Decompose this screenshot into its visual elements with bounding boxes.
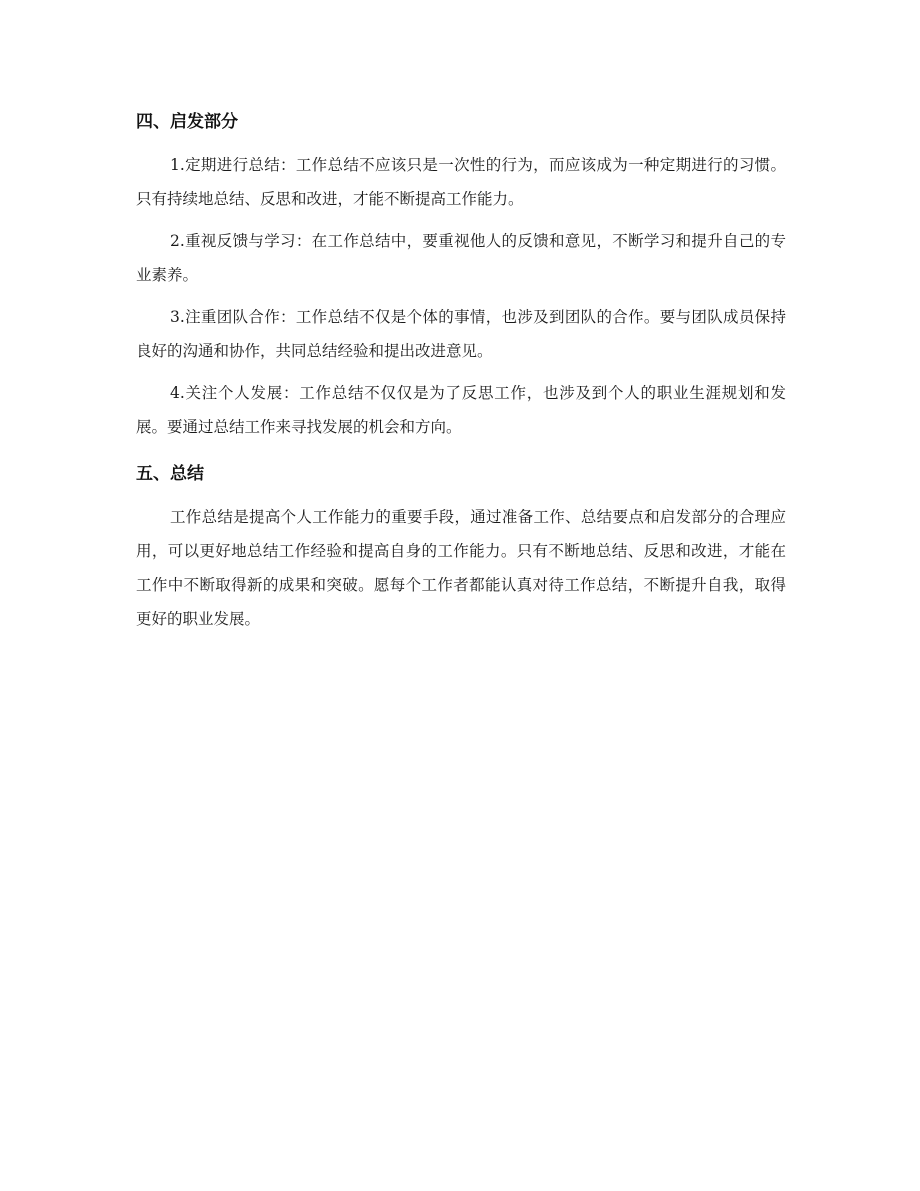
summary-paragraph: 工作总结是提高个人工作能力的重要手段，通过准备工作、总结要点和启发部分的合理应用，可以更好地总结工作经验和提高自身的工作能力。只有不断地总结、反思和改进，才能在工作中不断取得新的成果和突破。愿每个工作者都能认真对待工作总结，不断提升自我，取得更好的职业发展。: [136, 508, 786, 628]
paragraph-item-3: 3.注重团队合作：工作总结不仅是个体的事情，也涉及到团队的合作。要与团队成员保持良好的沟通和协作，共同总结经验和提出改进意见。: [136, 308, 786, 360]
document-body: [136, 104, 786, 636]
section-heading-five: 五、总结: [136, 464, 204, 484]
paragraph-item-2: 2.重视反馈与学习：在工作总结中，要重视他人的反馈和意见，不断学习和提升自己的专业素养。: [136, 232, 786, 284]
section-heading-four: 四、启发部分: [136, 112, 238, 132]
paragraph-item-1: 1.定期进行总结：工作总结不应该只是一次性的行为，而应该成为一种定期进行的习惯。只有持续地总结、反思和改进，才能不断提高工作能力。: [136, 156, 786, 208]
paragraph-item-4: 4.关注个人发展：工作总结不仅仅是为了反思工作，也涉及到个人的职业生涯规划和发展。要通过总结工作来寻找发展的机会和方向。: [136, 384, 786, 436]
